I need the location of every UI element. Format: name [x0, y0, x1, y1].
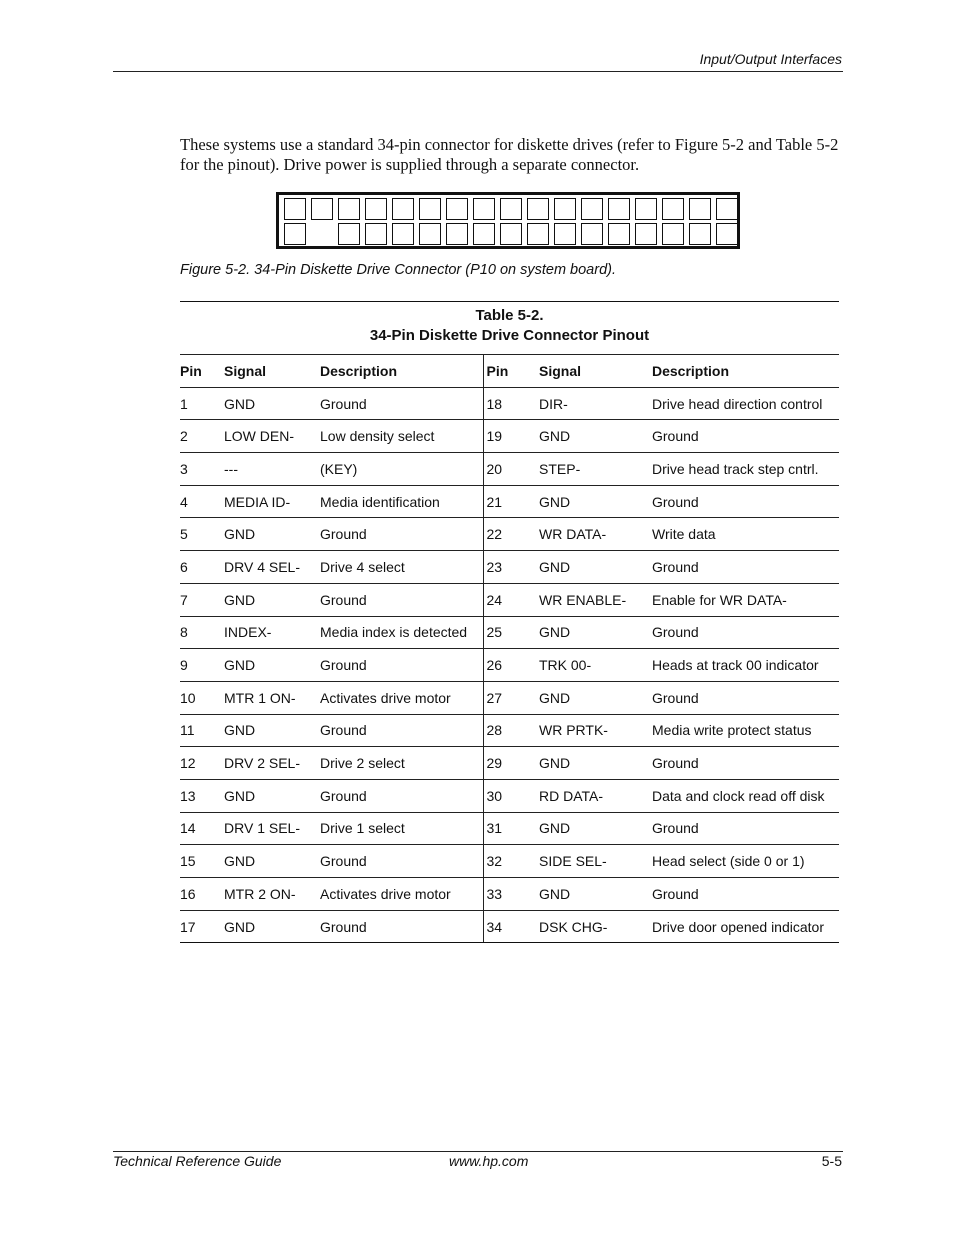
- header-description-2: Description: [652, 355, 839, 388]
- signal-description: Ground: [320, 845, 483, 878]
- pin-number: 24: [483, 583, 539, 616]
- connector-pin: [365, 198, 387, 220]
- signal-name: ---: [224, 453, 320, 486]
- table-row: [180, 681, 839, 714]
- pin-number: 34: [483, 910, 539, 943]
- table-row: [180, 747, 839, 780]
- pin-number: 18: [483, 387, 539, 420]
- connector-pin: [473, 198, 495, 220]
- intro-paragraph: These systems use a standard 34-pin connector for diskette drives (refer to Figure 5-2 and Table 5-2 for the pinout). Drive power is supplied through a separate connector.: [180, 135, 839, 174]
- table-row: [180, 583, 839, 616]
- signal-description: Ground: [320, 518, 483, 551]
- signal-description: Ground: [320, 910, 483, 943]
- signal-description: Ground: [652, 420, 839, 453]
- signal-description: Heads at track 00 indicator: [652, 649, 839, 682]
- signal-name: GND: [539, 681, 652, 714]
- connector-pin: [689, 223, 711, 245]
- key-position: [311, 223, 333, 245]
- signal-name: GND: [224, 910, 320, 943]
- table-caption: 34-Pin Diskette Drive Connector Pinout: [369, 327, 650, 344]
- signal-description: Low density select: [320, 420, 483, 453]
- signal-name: GND: [224, 387, 320, 420]
- running-header: Input/Output Interfaces: [699, 51, 842, 67]
- signal-description: Ground: [652, 878, 839, 911]
- connector-pin: [284, 198, 306, 220]
- connector-pin: [500, 198, 522, 220]
- signal-name: DSK CHG-: [539, 910, 652, 943]
- connector-top-row: [284, 198, 743, 221]
- connector-bottom-row: [284, 223, 743, 246]
- header-pin: Pin: [180, 355, 224, 388]
- signal-description: Ground: [652, 812, 839, 845]
- pin-number: 31: [483, 812, 539, 845]
- pin-number: 7: [180, 583, 224, 616]
- signal-description: Data and clock read off disk: [652, 779, 839, 812]
- pin-number: 33: [483, 878, 539, 911]
- signal-name: GND: [539, 485, 652, 518]
- connector-pin: [716, 198, 738, 220]
- table-row: [180, 649, 839, 682]
- pin-number: 26: [483, 649, 539, 682]
- signal-description: Enable for WR DATA-: [652, 583, 839, 616]
- signal-name: WR DATA-: [539, 518, 652, 551]
- signal-description: Ground: [652, 747, 839, 780]
- pin-number: 1: [180, 387, 224, 420]
- pin-number: 22: [483, 518, 539, 551]
- connector-pin: [581, 223, 603, 245]
- signal-name: GND: [224, 779, 320, 812]
- pinout-table-body: [180, 387, 839, 943]
- signal-name: GND: [224, 649, 320, 682]
- signal-description: Drive 2 select: [320, 747, 483, 780]
- table-number: Table 5-2.: [475, 307, 544, 324]
- signal-description: Drive 4 select: [320, 551, 483, 584]
- signal-description: Ground: [320, 583, 483, 616]
- connector-pin: [419, 223, 441, 245]
- connector-pin: [338, 198, 360, 220]
- signal-name: GND: [224, 518, 320, 551]
- connector-pin: [635, 198, 657, 220]
- connector-pin: [284, 223, 306, 245]
- table-row: [180, 551, 839, 584]
- signal-name: SIDE SEL-: [539, 845, 652, 878]
- connector-pin: [716, 223, 738, 245]
- pin-number: 21: [483, 485, 539, 518]
- signal-name: TRK 00-: [539, 649, 652, 682]
- pin-number: 20: [483, 453, 539, 486]
- pinout-table: [180, 354, 839, 943]
- pin-number: 11: [180, 714, 224, 747]
- pin-number: 13: [180, 779, 224, 812]
- table-row: [180, 845, 839, 878]
- signal-name: DRV 4 SEL-: [224, 551, 320, 584]
- connector-pin: [554, 223, 576, 245]
- connector-pin: [554, 198, 576, 220]
- table-header-row: [180, 355, 839, 388]
- connector-pin: [662, 198, 684, 220]
- footer-url: www.hp.com: [449, 1153, 529, 1169]
- connector-pin: [419, 198, 441, 220]
- connector-pin: [473, 223, 495, 245]
- signal-name: MEDIA ID-: [224, 485, 320, 518]
- signal-description: Ground: [320, 387, 483, 420]
- table-row: [180, 910, 839, 943]
- pin-number: 19: [483, 420, 539, 453]
- signal-description: Ground: [320, 714, 483, 747]
- pin-number: 17: [180, 910, 224, 943]
- signal-description: Drive 1 select: [320, 812, 483, 845]
- pin-number: 32: [483, 845, 539, 878]
- diskette-connector-diagram: [276, 192, 740, 249]
- pin-number: 27: [483, 681, 539, 714]
- signal-name: GND: [539, 878, 652, 911]
- signal-description: Drive head direction control: [652, 387, 839, 420]
- signal-description: Activates drive motor: [320, 878, 483, 911]
- table-row: [180, 779, 839, 812]
- connector-pin: [392, 198, 414, 220]
- signal-name: RD DATA-: [539, 779, 652, 812]
- table-row: [180, 878, 839, 911]
- pin-number: 25: [483, 616, 539, 649]
- signal-description: Head select (side 0 or 1): [652, 845, 839, 878]
- signal-description: Drive door opened indicator: [652, 910, 839, 943]
- signal-name: WR PRTK-: [539, 714, 652, 747]
- signal-name: GND: [224, 583, 320, 616]
- signal-description: Media write protect status: [652, 714, 839, 747]
- signal-description: Media index is detected: [320, 616, 483, 649]
- table-row: [180, 485, 839, 518]
- header-pin-2: Pin: [483, 355, 539, 388]
- signal-description: Ground: [320, 649, 483, 682]
- pin-number: 15: [180, 845, 224, 878]
- pin-number: 4: [180, 485, 224, 518]
- connector-pin: [527, 223, 549, 245]
- connector-pin: [500, 223, 522, 245]
- pin-number: 28: [483, 714, 539, 747]
- connector-pin: [689, 198, 711, 220]
- signal-name: GND: [224, 845, 320, 878]
- footer-title: Technical Reference Guide: [113, 1153, 282, 1169]
- signal-description: Media identification: [320, 485, 483, 518]
- signal-name: DRV 2 SEL-: [224, 747, 320, 780]
- table-row: [180, 714, 839, 747]
- signal-description: Ground: [652, 681, 839, 714]
- connector-pin: [527, 198, 549, 220]
- signal-description: Ground: [652, 616, 839, 649]
- table-row: [180, 453, 839, 486]
- table-title: [180, 306, 839, 346]
- connector-pin: [392, 223, 414, 245]
- signal-name: WR ENABLE-: [539, 583, 652, 616]
- header-signal-2: Signal: [539, 355, 652, 388]
- signal-description: (KEY): [320, 453, 483, 486]
- header-rule: [113, 71, 843, 72]
- page-number: 5-5: [821, 1153, 842, 1169]
- connector-pin: [608, 223, 630, 245]
- signal-name: DRV 1 SEL-: [224, 812, 320, 845]
- connector-pin: [446, 198, 468, 220]
- signal-name: GND: [224, 714, 320, 747]
- signal-name: MTR 1 ON-: [224, 681, 320, 714]
- table-row: [180, 812, 839, 845]
- signal-name: INDEX-: [224, 616, 320, 649]
- signal-name: DIR-: [539, 387, 652, 420]
- connector-pin: [338, 223, 360, 245]
- signal-name: GND: [539, 551, 652, 584]
- connector-pin: [608, 198, 630, 220]
- header-signal: Signal: [224, 355, 320, 388]
- pin-number: 23: [483, 551, 539, 584]
- pin-number: 30: [483, 779, 539, 812]
- connector-pin: [365, 223, 387, 245]
- pin-number: 2: [180, 420, 224, 453]
- table-top-rule: [180, 301, 839, 302]
- table-row: [180, 387, 839, 420]
- signal-description: Drive head track step cntrl.: [652, 453, 839, 486]
- signal-name: GND: [539, 616, 652, 649]
- connector-pin: [635, 223, 657, 245]
- signal-description: Activates drive motor: [320, 681, 483, 714]
- pin-number: 3: [180, 453, 224, 486]
- signal-name: GND: [539, 747, 652, 780]
- pin-number: 16: [180, 878, 224, 911]
- signal-description: Ground: [320, 779, 483, 812]
- signal-name: GND: [539, 420, 652, 453]
- signal-description: Write data: [652, 518, 839, 551]
- header-description: Description: [320, 355, 483, 388]
- table-row: [180, 518, 839, 551]
- signal-name: LOW DEN-: [224, 420, 320, 453]
- table-row: [180, 616, 839, 649]
- pin-number: 8: [180, 616, 224, 649]
- signal-name: GND: [539, 812, 652, 845]
- signal-description: Ground: [652, 485, 839, 518]
- pin-number: 9: [180, 649, 224, 682]
- connector-pin: [311, 198, 333, 220]
- signal-name: MTR 2 ON-: [224, 878, 320, 911]
- table-row: [180, 420, 839, 453]
- signal-name: STEP-: [539, 453, 652, 486]
- figure-caption: Figure 5-2. 34-Pin Diskette Drive Connector (P10 on system board).: [180, 262, 616, 278]
- footer-rule: [113, 1151, 843, 1152]
- pin-number: 12: [180, 747, 224, 780]
- connector-pin: [581, 198, 603, 220]
- pin-number: 14: [180, 812, 224, 845]
- connector-pin: [662, 223, 684, 245]
- pin-number: 29: [483, 747, 539, 780]
- pin-number: 6: [180, 551, 224, 584]
- connector-pin: [446, 223, 468, 245]
- pin-number: 5: [180, 518, 224, 551]
- pin-number: 10: [180, 681, 224, 714]
- signal-description: Ground: [652, 551, 839, 584]
